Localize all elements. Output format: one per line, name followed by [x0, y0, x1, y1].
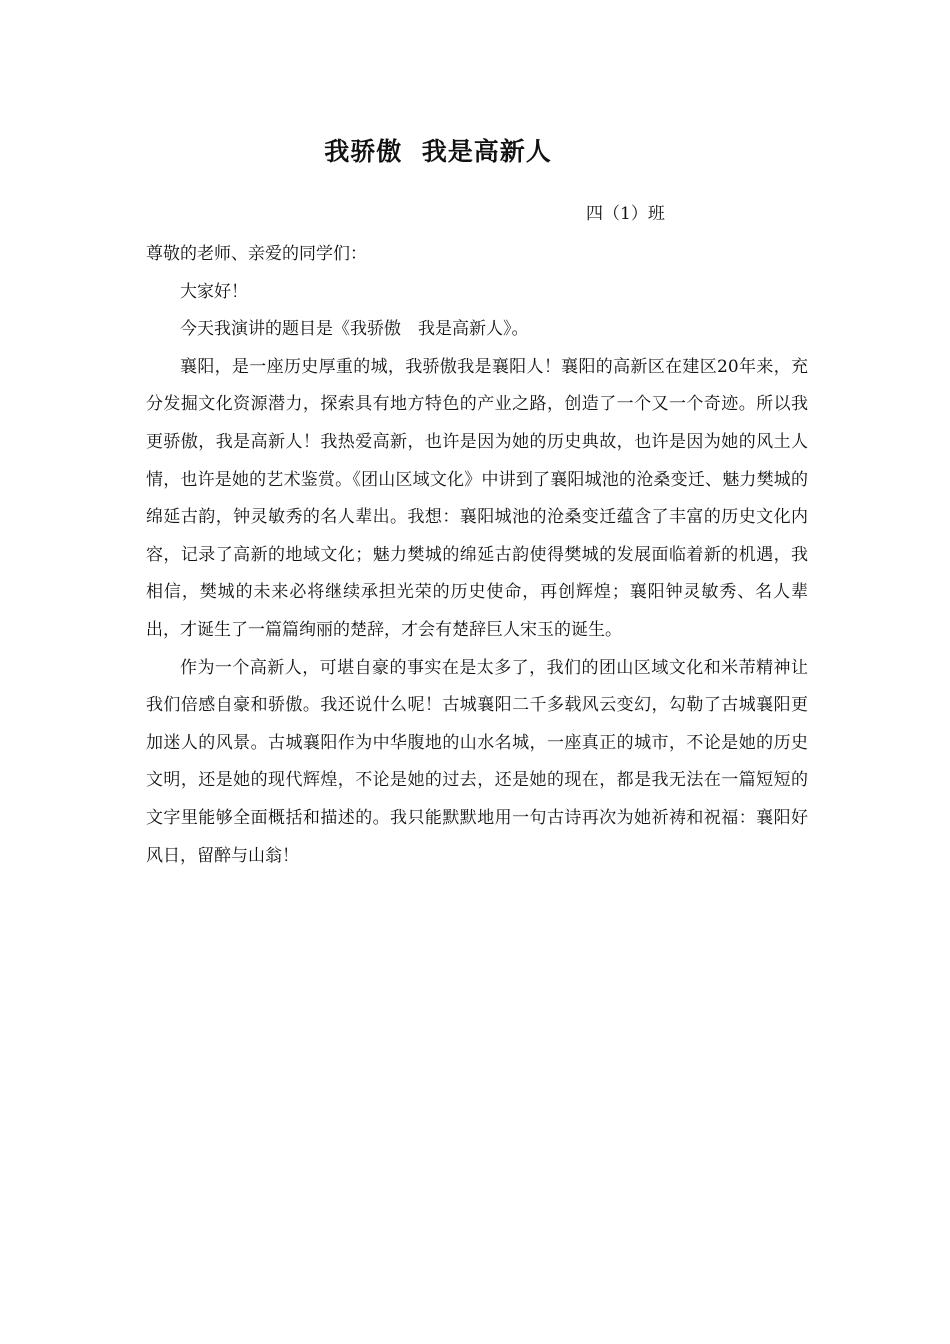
paragraph-topic: 今天我演讲的题目是《我骄傲 我是高新人》。	[180, 319, 529, 340]
document-title: 我骄傲 我是高新人	[324, 137, 552, 166]
class-byline: 四（1）班	[586, 204, 665, 224]
paragraph-xiangyang-pride: 襄阳，是一座历史厚重的城，我骄傲我是襄阳人！襄阳的高新区在建区20年来，充分发掘文化资源潜力，探索具有地方特色的产业之路，创造了一个又一个奇迹。所以我更骄傲，我是高新人！我热爱高新，也许是因为她的历史典故，也许是因为她的风土人情，也许是她的艺术鉴赏。《团山区域文化》中讲到了襄阳城池的沧桑变迁、魅力樊城的绵延古韵，钟灵敏秀的名人辈出。我想：襄阳城池的沧桑变迁蕴含了丰富的历史文化内容，记录了高新的地域文化；魅力樊城的绵延古韵使得樊城的发展面临着新的机遇，我相信，樊城的未来必将继续承担光荣的历史使命，再创辉煌；襄阳钟灵敏秀、名人辈出，才诞生了一篇篇绚丽的楚辞，才会有楚辞巨人宋玉的诞生。	[146, 356, 808, 640]
speech-body	[146, 236, 808, 875]
salutation: 尊敬的老师、亲爱的同学们：	[146, 244, 367, 264]
paragraph-greeting: 大家好！	[180, 281, 248, 302]
paragraph-conclusion: 作为一个高新人，可堪自豪的事实在是太多了，我们的团山区域文化和米芾精神让我们倍感自豪和骄傲。我还说什么呢！古城襄阳二千多载风云变幻，勾勒了古城襄阳更加迷人的风景。古城襄阳作为中华腹地的山水名城，一座真正的城市，不论是她的历史文明，还是她的现代辉煌，不论是她的过去，还是她的现在，都是我无法在一篇短短的文字里能够全面概括和描述的。我只能默默地用一句古诗再次为她祈祷和祝福：襄阳好风日，留醉与山翁！	[146, 657, 808, 866]
